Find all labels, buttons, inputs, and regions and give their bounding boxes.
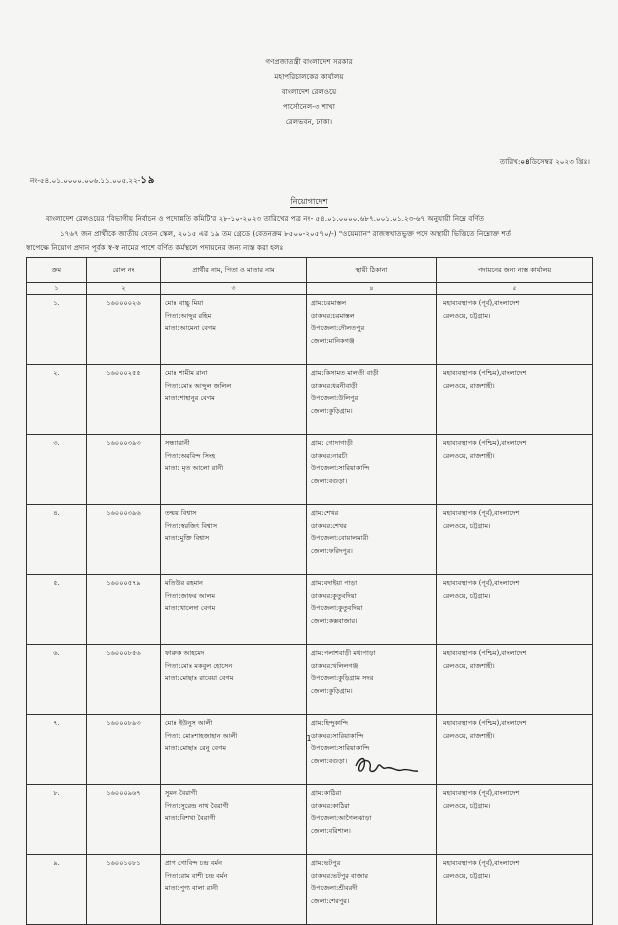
address-line: জেলা:শেরপুর। <box>311 896 350 905</box>
candidate-cell <box>161 645 307 715</box>
posting-line: মহাব্যবস্থাপক (পূর্ব),বাংলাদেশ <box>443 579 520 587</box>
address-line: ডাকঘর:খলিলগঞ্জ <box>311 661 359 670</box>
candidate-cell <box>161 295 307 365</box>
memo-number <box>30 173 155 190</box>
posting-line: মহাব্যবস্থাপক (পূর্ব),বাংলাদেশ <box>443 789 520 797</box>
table-row <box>27 715 593 785</box>
posting-line: রেলওয়ে, চট্টগ্রাম। <box>443 311 491 320</box>
col-number: ২ <box>87 283 161 295</box>
header-address: রেলভবন, ঢাকা। <box>285 117 333 126</box>
memo-prefix: নং-৫৪.০১.০০০০.০০৬.১১.০০৫.২২- <box>30 176 141 185</box>
address-line: উপজেলা:উলিপুর <box>311 394 359 402</box>
candidate-cell <box>161 575 307 645</box>
subject-text: নিয়োগাদেশ <box>290 197 328 206</box>
posting-cell <box>437 715 593 785</box>
posting-cell <box>437 785 593 855</box>
address-line: গ্রাম:পলাশবাড়ী মধ্যপাড়া <box>311 649 376 657</box>
header-address: স্থায়ী ঠিকানা <box>307 258 437 283</box>
father-name: পিতা:রাম বাশী চন্দ্র বর্মন <box>165 871 228 880</box>
header-office: মহাপরিচালকের কার্যালয় <box>274 72 344 81</box>
posting-cell <box>437 855 593 925</box>
candidate-name: মোঃ ইউনুস আলী <box>165 719 213 727</box>
page-number: 1 <box>306 734 312 743</box>
date-day: ০৪ <box>520 157 530 166</box>
address-line: গ্রাম:শেখর <box>311 509 339 517</box>
address-line: ডাকঘর:নারচী <box>311 451 348 460</box>
issue-date <box>500 157 590 169</box>
serial-cell: ৫. <box>27 575 87 645</box>
address-line: জেলা:বরিশাল। <box>311 826 351 835</box>
roll-cell: ১৬০০০৩৯৬ <box>87 505 161 575</box>
col-number: ৪ <box>307 283 437 295</box>
address-line: ডাকঘর:ধরনীবাড়ী <box>311 381 358 390</box>
col-number: ৩ <box>161 283 307 295</box>
header-government: গণপ্রজাতন্ত্রী বাংলাদেশ সরকার <box>265 57 353 66</box>
date-label: তারিখ: <box>499 157 521 166</box>
appointment-table <box>26 257 593 925</box>
candidate-cell <box>161 715 307 785</box>
table-row <box>27 295 593 365</box>
intro-line-3: স্বাপেক্ষে নিয়োগ প্রদান পূর্বক স্ব-স্ব নামের পাশে বর্ণিত কর্মস্থলে পদায়নের জন্য ন্যস্ত করা হলঃ <box>26 243 284 252</box>
address-line: উপজেলা:শ্রীবরদী <box>311 884 358 892</box>
address-line: ডাকঘর:চরমাস্তল <box>311 311 355 320</box>
intro-line-1: বাংলাদেশ রেলওয়ের 'বিভাগীয় নির্বাচন ও পদোন্নতি কমিটি'র ২৮-১০-২০২৩ তারিখের পত্র নং- ৫৪.০১.০০০০.৬৮৭.০০১.০১.২৩-৬৭ অনুযায়ী নিম্নে বর্ণিত <box>46 214 485 223</box>
roll-cell: ১৬০০০৯৬৭ <box>87 785 161 855</box>
candidate-name: মোঃ শামীম রানা <box>165 369 208 377</box>
address-line: গ্রাম:কিসামত মালতী বাড়ী <box>311 369 379 377</box>
address-line: উপজেলা:বোয়ালমারী <box>311 534 369 542</box>
table-row <box>27 645 593 715</box>
posting-line: রেলওয়ে, চট্টগ্রাম। <box>443 591 491 600</box>
mother-name: মাতা:শাহানুর বেগম <box>165 394 215 402</box>
serial-cell: ৭. <box>27 715 87 785</box>
memo-suffix: ১৯ <box>140 175 156 186</box>
address-line: উপজেলা:সারিয়াকান্দি <box>311 464 370 472</box>
roll-cell: ১৬০০০৩৯৩ <box>87 435 161 505</box>
candidate-cell <box>161 785 307 855</box>
candidate-name: মোঃ বাচ্চু মিয়া <box>165 299 204 307</box>
table-row <box>27 505 593 575</box>
roll-cell: ১৬০০০৫৭৯ <box>87 575 161 645</box>
address-line: ডাকঘর:কুতুবদিয়া <box>311 591 357 600</box>
table-row <box>27 785 593 855</box>
address-line: ডাকঘর:ভটপুর বাজার <box>311 871 369 880</box>
posting-line: রেলওয়ে, রাজশাহী। <box>443 731 495 740</box>
father-name: পিতা:জাফর আলম <box>165 591 216 600</box>
address-line: গ্রাম:হিন্দুকান্দি <box>311 719 349 727</box>
candidate-name: সুমন বৈরাগী <box>165 789 198 797</box>
subject-heading <box>0 196 618 209</box>
candidate-cell <box>161 855 307 925</box>
address-line: উপজেলা:কুড়িগ্রাম সদর <box>311 674 374 682</box>
address-line: ডাকঘর:কাঠিরা <box>311 801 350 810</box>
address-cell <box>307 295 437 365</box>
address-cell <box>307 575 437 645</box>
father-name: পিতা:অরবিন্দ সিংহ <box>165 451 216 460</box>
table-row <box>27 855 593 925</box>
posting-cell <box>437 645 593 715</box>
signature-mark <box>352 752 422 782</box>
posting-line: রেলওয়ে, চট্টগ্রাম। <box>443 801 491 810</box>
date-rest: ডিসেম্বর ২০২৩ খ্রিঃ। <box>529 157 590 166</box>
table-header-row <box>27 258 593 283</box>
posting-line: রেলওয়ে, রাজশাহী। <box>443 661 495 670</box>
mother-name: মাতা: মৃত আলো রানী <box>165 464 224 472</box>
address-line: উপজেলা:সারিয়াকান্দি <box>311 744 370 752</box>
posting-line: মহাব্যবস্থাপক (পশ্চিম),বাংলাদেশ <box>443 649 527 657</box>
roll-cell: ১৬০০০০২৬ <box>87 295 161 365</box>
mother-name: মাতা:খালেদা বেগম <box>165 604 216 612</box>
header-section: পার্সোনেল-৩ শাখা <box>283 102 335 111</box>
serial-cell: ৬. <box>27 645 87 715</box>
mother-name: মাতা:মুক্তি বিশ্বাস <box>165 534 210 542</box>
posting-line: মহাব্যবস্থাপক (পশ্চিম),বাংলাদেশ <box>443 439 527 447</box>
posting-line: মহাব্যবস্থাপক (পূর্ব),বাংলাদেশ <box>443 509 520 517</box>
address-cell <box>307 855 437 925</box>
letterhead <box>0 58 618 133</box>
candidate-name: সন্ধ্যারানী <box>165 439 190 447</box>
candidate-cell <box>161 365 307 435</box>
address-line: উপজেলা:কুতুবদিয়া <box>311 604 363 612</box>
roll-cell: ১৬০০০৮৫৬ <box>87 645 161 715</box>
roll-cell: ১৬০০১০৮১ <box>87 855 161 925</box>
address-line: জেলা:বগুড়া। <box>311 476 348 485</box>
table-row <box>27 365 593 435</box>
serial-cell: ১. <box>27 295 87 365</box>
address-line: জেলা:কুড়িগ্রাম। <box>311 686 353 695</box>
header-organization: বাংলাদেশ রেলওয়ে <box>281 87 337 96</box>
address-line: জেলা:কুড়িগ্রাম। <box>311 406 353 415</box>
candidate-name: প্রাণ গোবিন্দ চন্দ্র বর্মন <box>165 859 223 867</box>
serial-cell: ৮. <box>27 785 87 855</box>
father-name: পিতা:মোঃ মকবুল হোসেন <box>165 661 233 670</box>
father-name: পিতা:আব্দুর রহিম <box>165 311 212 320</box>
address-cell <box>307 505 437 575</box>
address-cell <box>307 645 437 715</box>
address-line: গ্রাম:চরমাস্তল <box>311 299 347 307</box>
address-line: ডাকঘর:শেখর <box>311 521 347 530</box>
candidate-name: ফারুক আহমেদ <box>165 649 205 657</box>
roll-cell: ১৬০০০২৫৫ <box>87 365 161 435</box>
col-number: ৫ <box>437 283 593 295</box>
header-posting: পদায়নের জন্য ন্যস্ত কার্যালয় <box>437 258 593 283</box>
address-line: জেলা:ফরিদপুর। <box>311 546 353 555</box>
posting-line: মহাব্যবস্থাপক (পূর্ব),বাংলাদেশ <box>443 299 520 307</box>
posting-line: রেলওয়ে, রাজশাহী। <box>443 451 495 460</box>
address-line: উপজেলা:দৌলতপুর <box>311 324 365 332</box>
serial-cell: ৯. <box>27 855 87 925</box>
posting-cell <box>437 295 593 365</box>
header-serial: ক্রম <box>27 258 87 283</box>
mother-name: মাতা:পুণ্য বালা রানী <box>165 884 218 892</box>
address-line: গ্রাম: গোদাগাড়ী <box>311 439 353 447</box>
father-name: পিতা:স্বরজিৎ বিশ্বাস <box>165 521 218 530</box>
posting-line: মহাব্যবস্থাপক (পশ্চিম),বাংলাদেশ <box>443 369 527 377</box>
father-name: পিতা:মোঃ আব্দুল জলিল <box>165 381 232 390</box>
table-row <box>27 575 593 645</box>
address-line: জেলা:মানিকগঞ্জ <box>311 336 355 345</box>
father-name: পিতা:সুরেন্দ্র নাথ বৈরাগী <box>165 801 229 810</box>
col-number: ১ <box>27 283 87 295</box>
posting-cell <box>437 505 593 575</box>
address-line: গ্রাম:ভটপুর <box>311 859 341 867</box>
candidate-name: তন্ময় বিশ্বাস <box>165 509 197 517</box>
mother-name: মাতা:মোছাঃ রাবেয়া বেগম <box>165 674 234 682</box>
candidate-name: মতিউর রহমান <box>165 579 203 587</box>
header-name: প্রার্থীর নাম, পিতা ও মাতার নাম <box>161 258 307 283</box>
posting-line: মহাব্যবস্থাপক (পশ্চিম),বাংলাদেশ <box>443 719 527 727</box>
mother-name: মাতা:মোছাঃ রেনু বেগম <box>165 744 227 752</box>
serial-cell: ৩. <box>27 435 87 505</box>
address-cell <box>307 365 437 435</box>
address-line: জেলা:বগুড়া। <box>311 756 348 765</box>
address-cell <box>307 435 437 505</box>
posting-cell <box>437 365 593 435</box>
mother-name: মাতা:বিশখা বৈরাগী <box>165 814 216 822</box>
column-number-row <box>27 283 593 295</box>
header-roll: রোল নং <box>87 258 161 283</box>
candidate-cell <box>161 435 307 505</box>
posting-line: রেলওয়ে, চট্টগ্রাম। <box>443 521 491 530</box>
mother-name: মাতা:আমেনা বেগম <box>165 324 216 332</box>
address-line: জেলা:কক্সবাজার। <box>311 616 358 625</box>
address-line: গ্রাম:কাঠিরা <box>311 789 342 797</box>
intro-line-2: ১৭৬৭ জন প্রার্থীকে জাতীয় বেতন স্কেল, ২০১৫ এর ১৯ তম গ্রেডে (বেতনক্রম ৮৫০০-২০৫৭০/-) "ওয়েম্যান" রাজস্বখাতভুক্ত পদে অস্থায়ী ভিত্তিতে নিম্নোক্ত শর্ত <box>60 228 512 238</box>
candidate-cell <box>161 505 307 575</box>
intro-paragraph <box>26 212 580 256</box>
father-name: পিতা: মোঃশাহজাহান আলী <box>165 731 238 740</box>
address-cell <box>307 785 437 855</box>
serial-cell: ২. <box>27 365 87 435</box>
address-line: ডাকঘর:সারিয়াকান্দি <box>311 731 364 740</box>
address-line: গ্রাম:বদাইয়া পাড়া <box>311 579 358 587</box>
posting-cell <box>437 435 593 505</box>
address-line: উপজেলা:আগৈলঝাড়া <box>311 814 372 822</box>
serial-cell: ৪. <box>27 505 87 575</box>
posting-line: রেলওয়ে, চট্টগ্রাম। <box>443 871 491 880</box>
posting-line: মহাব্যবস্থাপক (পূর্ব),বাংলাদেশ <box>443 859 520 867</box>
posting-line: রেলওয়ে, রাজশাহী। <box>443 381 495 390</box>
posting-cell <box>437 575 593 645</box>
table-row <box>27 435 593 505</box>
roll-cell: ১৬০০০৮৯৩ <box>87 715 161 785</box>
